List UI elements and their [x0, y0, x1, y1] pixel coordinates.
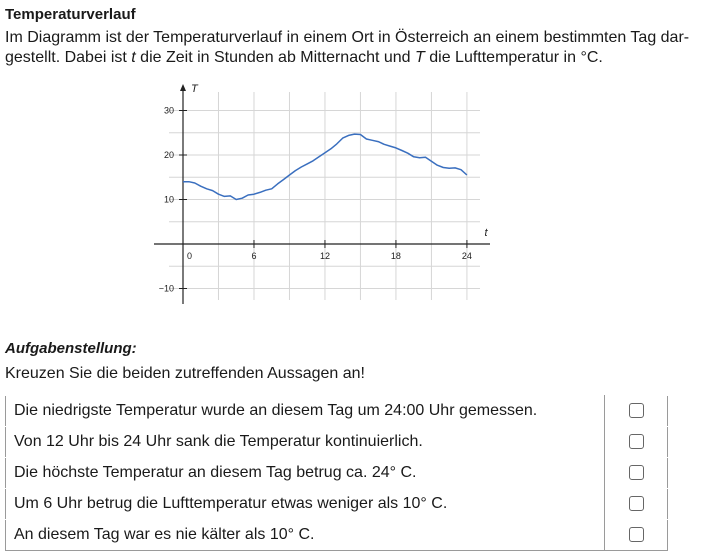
statement-text: Die höchste Temperatur an diesem Tag betrug ca. 24° C. [6, 458, 605, 489]
y-tick-label: 20 [163, 150, 174, 160]
checkbox-cell [605, 396, 668, 427]
x-tick-label: 6 [251, 251, 257, 261]
checkbox-cell [605, 520, 668, 551]
x-tick-label: 18 [390, 251, 401, 261]
x-tick-label: 24 [461, 251, 472, 261]
x-tick-label: 0 [187, 251, 193, 261]
checkbox-3[interactable] [629, 465, 644, 480]
var-T: T [415, 49, 425, 66]
checkbox-cell [605, 427, 668, 458]
intro-line-2c: die Lufttemperatur in °C. [424, 49, 603, 66]
page-title: Temperaturverlauf [5, 6, 136, 23]
intro-line-2b: die Zeit in Stunden ab Mitternacht und [135, 49, 416, 66]
checkbox-2[interactable] [629, 434, 644, 449]
y-axis-label: T [191, 83, 198, 95]
y-tick-label: −10 [158, 283, 174, 294]
task-instruction: Kreuzen Sie die beiden zutreffenden Aussagen an! [5, 365, 365, 382]
statements-table [5, 395, 668, 551]
checkbox-4[interactable] [629, 496, 644, 511]
statement-text: Von 12 Uhr bis 24 Uhr sank die Temperatur kontinuierlich. [6, 427, 605, 458]
var-t: t [131, 49, 136, 66]
checkbox-cell [605, 458, 668, 489]
temperature-chart [140, 82, 500, 312]
checkbox-1[interactable] [629, 403, 644, 418]
table-row [6, 396, 668, 427]
table-row [6, 489, 668, 520]
table-row [6, 520, 668, 551]
checkbox-5[interactable] [629, 527, 644, 542]
statement-text: Um 6 Uhr betrug die Lufttemperatur etwas weniger als 10° C. [6, 489, 605, 520]
y-tick-label: 30 [163, 105, 174, 116]
x-axis-label: t [484, 227, 488, 239]
statement-text: Die niedrigste Temperatur wurde an diesem Tag um 24:00 Uhr gemessen. [6, 396, 605, 427]
intro-text [5, 28, 707, 68]
y-tick-label: 10 [163, 194, 174, 205]
task-heading: Aufgabenstellung: [5, 340, 137, 357]
table-row [6, 458, 668, 489]
intro-line-2a: gestellt. Dabei ist [5, 49, 132, 66]
chart-labels [159, 83, 489, 294]
x-tick-label: 12 [319, 251, 330, 261]
chart-axes [154, 84, 490, 304]
table-row [6, 427, 668, 458]
intro-line-1: Im Diagramm ist der Temperaturverlauf in einem Ort in Österreich an einem bestimmten Tag dar- [5, 29, 690, 46]
checkbox-cell [605, 489, 668, 520]
chart-grid [169, 92, 480, 300]
statement-text: An diesem Tag war es nie kälter als 10° C. [6, 520, 605, 551]
y-axis-arrow [180, 84, 186, 91]
